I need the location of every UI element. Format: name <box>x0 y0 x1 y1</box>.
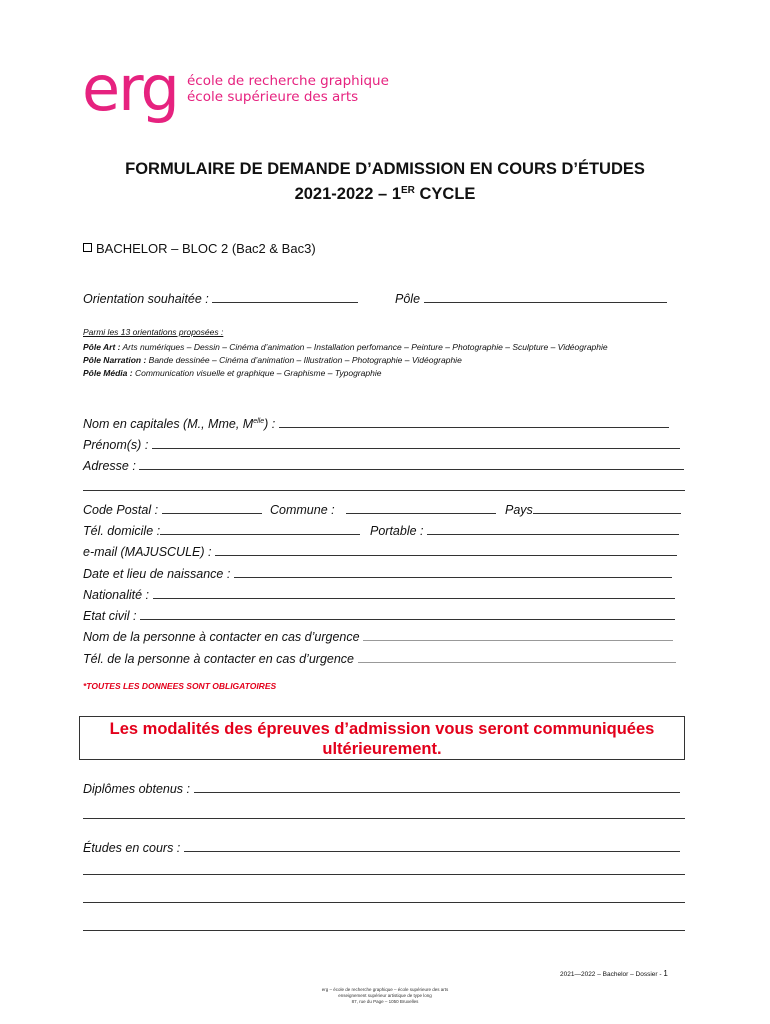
pole-label: Pôle <box>395 292 421 306</box>
pole-media-info <box>83 368 381 378</box>
address-label: Adresse : <box>83 459 136 473</box>
dossier-ref: 2021—2022 – Bachelor – Dossier - <box>560 971 662 978</box>
emergency-phone-label: Tél. de la personne à contacter en cas d’urgence <box>83 652 355 666</box>
commune-label: Commune : <box>270 503 335 517</box>
emergency-name-label: Nom de la personne à contacter en cas d’urgence <box>83 630 360 644</box>
pole-art-label: Pôle Art : <box>83 342 121 352</box>
diplomas-input-line[interactable] <box>194 781 680 793</box>
address-input-line[interactable] <box>139 458 684 470</box>
mobile-input-line[interactable] <box>427 523 679 535</box>
pole-narration-info <box>83 355 462 365</box>
current-studies-field[interactable] <box>83 840 680 855</box>
emergency-name-field[interactable] <box>83 629 673 644</box>
erg-logo-mark: erg <box>82 52 178 125</box>
logo-line-2: école supérieure des arts <box>187 89 359 105</box>
current-studies-input-line[interactable] <box>184 840 680 852</box>
form-title-line-1: FORMULAIRE DE DEMANDE D’ADMISSION EN COURS D’ÉTUDES <box>125 160 645 178</box>
year-range: 2021-2022 – 1 <box>294 185 401 203</box>
name-superscript: elle <box>253 417 265 425</box>
home-phone-input-line[interactable] <box>160 523 360 535</box>
bachelor-option-label: BACHELOR – BLOC 2 (Bac2 & Bac3) <box>96 241 316 256</box>
firstname-input-line[interactable] <box>152 437 680 449</box>
name-label-end: ) : <box>264 417 276 431</box>
current-studies-line-3[interactable] <box>83 902 685 903</box>
footer-line-2: enseignement supérieur artistique de type long <box>338 993 432 998</box>
logo-text <box>187 73 389 105</box>
pole-media-text: Communication visuelle et graphique – Graphisme – Typographie <box>132 368 382 378</box>
commune-input-line[interactable] <box>346 502 496 514</box>
commune-field[interactable] <box>270 502 496 517</box>
orientation-field[interactable] <box>83 291 358 306</box>
current-studies-line-4[interactable] <box>83 930 685 931</box>
name-field[interactable] <box>83 416 669 431</box>
country-field[interactable] <box>505 502 681 517</box>
pole-narration-label: Pôle Narration : <box>83 355 147 365</box>
email-label: e-mail (MAJUSCULE) : <box>83 545 212 559</box>
footer-line-1: erg – école de recherche graphique – école supérieure des arts <box>321 987 449 992</box>
email-input-line[interactable] <box>215 544 677 556</box>
emergency-phone-input-line[interactable] <box>358 651 676 663</box>
mobile-label: Portable : <box>370 524 424 538</box>
country-input-line[interactable] <box>533 502 681 514</box>
birth-input-line[interactable] <box>234 566 672 578</box>
pole-narration-text: Bande dessinée – Cinéma d’animation – Illustration – Photographie – Vidéographie <box>146 355 462 365</box>
admission-notice-box <box>79 716 685 760</box>
title-superscript: ER <box>401 185 415 196</box>
birth-field[interactable] <box>83 566 672 581</box>
diplomas-extra-line[interactable] <box>83 818 685 819</box>
pole-art-info <box>83 342 608 352</box>
postal-code-input-line[interactable] <box>162 502 262 514</box>
birth-label: Date et lieu de naissance : <box>83 567 231 581</box>
nationality-field[interactable] <box>83 587 675 602</box>
pole-field[interactable] <box>395 291 667 306</box>
home-phone-label: Tél. domicile : <box>83 524 161 538</box>
orientation-label: Orientation souhaitée : <box>83 292 209 306</box>
email-field[interactable] <box>83 544 677 559</box>
address-extra-line[interactable] <box>83 490 685 491</box>
home-phone-field[interactable] <box>83 523 360 538</box>
mobile-field[interactable] <box>370 523 679 538</box>
orientations-heading: Parmi les 13 orientations proposées : <box>83 327 224 337</box>
emergency-name-input-line[interactable] <box>363 629 673 641</box>
checkbox-icon[interactable] <box>83 243 92 252</box>
country-label: Pays <box>505 503 533 517</box>
page-reference <box>560 969 668 978</box>
diplomas-label: Diplômes obtenus : <box>83 782 191 796</box>
cycle-label: CYCLE <box>414 185 476 203</box>
required-note: *TOUTES LES DONNEES SONT OBLIGATOIRES <box>83 681 277 691</box>
bachelor-option[interactable] <box>83 241 316 256</box>
postal-code-field[interactable] <box>83 502 262 517</box>
notice-line-2: ultérieurement. <box>322 740 442 758</box>
nationality-label: Nationalité : <box>83 588 150 602</box>
address-field[interactable] <box>83 458 684 473</box>
pole-art-text: Arts numériques – Dessin – Cinéma d’animation – Installation perfomance – Peinture – Photographie – Sculpture – Vidéographie <box>120 342 608 352</box>
logo-line-1: école de recherche graphique <box>187 73 389 89</box>
orientation-input-line[interactable] <box>212 291 358 303</box>
name-label: Nom en capitales (M., Mme, M <box>83 417 254 431</box>
civil-status-field[interactable] <box>83 608 675 623</box>
page-number: 1 <box>663 969 668 978</box>
current-studies-line-2[interactable] <box>83 874 685 875</box>
form-title-line-2 <box>0 180 770 205</box>
firstname-label: Prénom(s) : <box>83 438 149 452</box>
civil-status-label: Etat civil : <box>83 609 137 623</box>
diplomas-field[interactable] <box>83 781 680 796</box>
name-input-line[interactable] <box>279 416 669 428</box>
firstname-field[interactable] <box>83 437 680 452</box>
civil-status-input-line[interactable] <box>140 608 675 620</box>
emergency-phone-field[interactable] <box>83 651 676 666</box>
footer-line-3: 87, rue du Page – 1050 Bruxelles <box>351 999 419 1004</box>
pole-media-label: Pôle Média : <box>83 368 133 378</box>
postal-code-label: Code Postal : <box>83 503 159 517</box>
pole-input-line[interactable] <box>424 291 667 303</box>
current-studies-label: Études en cours : <box>83 841 181 855</box>
nationality-input-line[interactable] <box>153 587 675 599</box>
notice-line-1: Les modalités des épreuves d’admission vous seront communiquées <box>109 720 655 738</box>
